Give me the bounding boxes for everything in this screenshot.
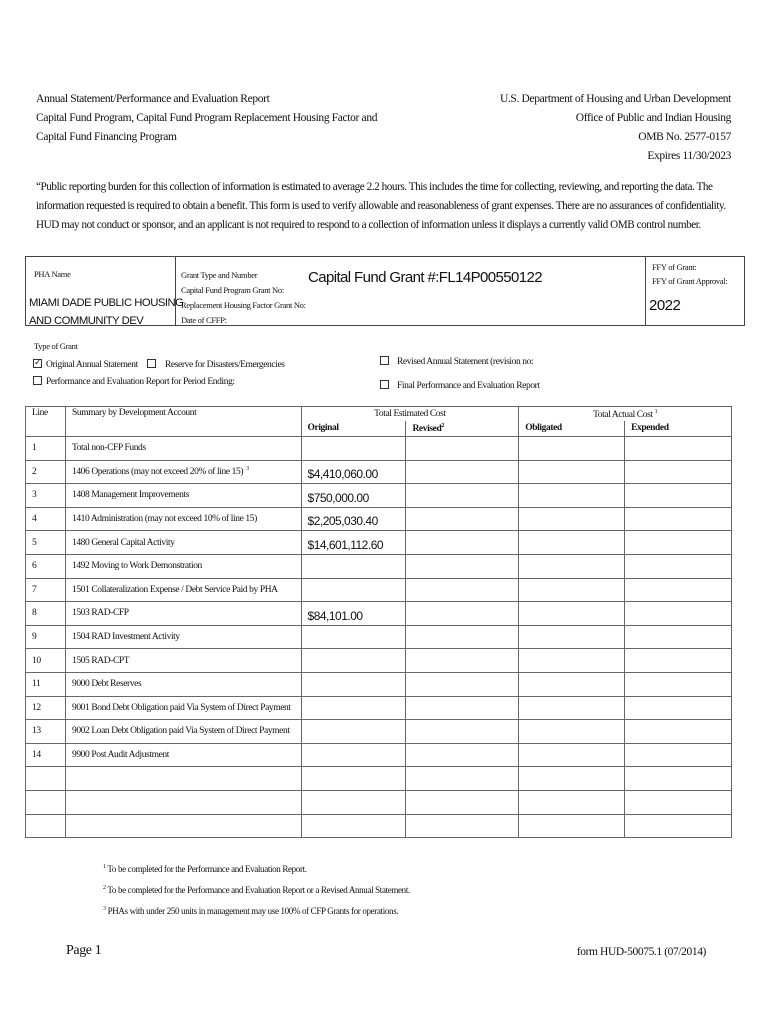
line-cell [26, 649, 66, 673]
description-cell [65, 814, 301, 838]
table-row [26, 814, 732, 838]
description-cell-text: 9000 Debt Reserves [71, 679, 142, 690]
revised-cost-cell[interactable] [406, 625, 519, 649]
line-cell-text: 9 [32, 632, 37, 643]
table-row [26, 602, 732, 626]
revised-option[interactable] [380, 357, 533, 367]
line-cell [26, 578, 66, 602]
table-row [26, 437, 732, 461]
line-cell [26, 720, 66, 744]
expended-cell[interactable] [625, 484, 732, 508]
obligated-cell[interactable] [519, 625, 625, 649]
page-number: Page 1 [66, 943, 102, 958]
rhf-grant-no-label: Replacement Housing Factor Grant No: [181, 300, 306, 310]
ffy-labels [652, 260, 727, 288]
original-checkbox[interactable]: ✓ [34, 358, 42, 369]
line-cell-text: 10 [32, 655, 41, 666]
obligated-cell[interactable] [519, 437, 625, 461]
revised-label: Revised Annual Statement (revision no: [397, 357, 534, 367]
description-cell [65, 720, 301, 744]
expended-cell[interactable] [625, 460, 732, 484]
pha-name-label: PHA Name [34, 269, 71, 279]
grant-type-label: Grant Type and Number [181, 270, 258, 280]
original-cost-cell[interactable] [301, 460, 406, 484]
description-cell-text: 1504 RAD Investment Activity [71, 632, 180, 643]
table-row [26, 554, 732, 578]
ffy-cell [646, 257, 744, 325]
expended-cell[interactable] [625, 625, 732, 649]
original-cost-cell[interactable] [301, 625, 406, 649]
title-line-1: Annual Statement/Performance and Evaluation Report [36, 93, 270, 105]
form-number: form HUD-50075.1 (07/2014) [576, 946, 706, 958]
table-row [26, 460, 732, 484]
original-cost-cell[interactable] [301, 437, 406, 461]
original-cost-cell[interactable] [301, 531, 406, 555]
expended-cell[interactable] [625, 578, 732, 602]
description-cell [65, 578, 301, 602]
table-row [26, 790, 732, 814]
line-cell-text: 8 [32, 608, 37, 619]
expended-cell[interactable] [625, 743, 732, 767]
reserve-checkbox[interactable] [147, 359, 156, 368]
original-cost-cell[interactable] [301, 767, 406, 791]
expended-cell[interactable] [625, 696, 732, 720]
line-cell-text: 11 [32, 679, 41, 690]
agency-block [500, 90, 731, 166]
revised-cost-cell[interactable] [406, 696, 519, 720]
original-cost-cell[interactable] [301, 790, 406, 814]
original-cost-cell-text: $4,410,060.00 [307, 467, 378, 482]
obligated-cell[interactable] [519, 507, 625, 531]
final-label: Final Performance and Evaluation Report [397, 381, 540, 391]
original-cost-cell-text: $14,601,112.60 [307, 537, 384, 552]
table-row [26, 625, 732, 649]
line-cell [26, 507, 66, 531]
description-cell [65, 531, 301, 555]
revised-cost-cell[interactable] [406, 790, 519, 814]
description-cell [65, 743, 301, 767]
original-cost-cell[interactable] [301, 696, 406, 720]
line-cell-text: 4 [32, 514, 37, 525]
footnote-2 [103, 879, 410, 900]
final-option[interactable] [380, 381, 540, 391]
grant-type-labels [181, 268, 306, 328]
description-cell [65, 790, 301, 814]
revised-cost-cell[interactable] [406, 507, 519, 531]
revised-header-text: Revised [412, 423, 442, 434]
line-cell-text: 6 [32, 561, 37, 572]
description-cell [65, 672, 301, 696]
obligated-cell[interactable] [519, 484, 625, 508]
table-row [26, 743, 732, 767]
original-cost-cell-text: $2,205,030.40 [307, 514, 378, 529]
footnote-3-text: PHAs with under 250 units in management may use 100% of CFP Grants for operations. [107, 906, 399, 916]
date-cffp-label: Date of CFFP: [181, 315, 227, 325]
perf-eval-checkbox[interactable] [33, 376, 42, 385]
line-cell-text: 1 [32, 443, 37, 454]
table-row [26, 649, 732, 673]
description-cell-text: 1410 Administration (may not exceed 10% of line 15) [71, 514, 257, 525]
pha-name-cell [26, 257, 184, 327]
original-cost-cell[interactable] [301, 507, 406, 531]
footnote-1 [103, 858, 410, 879]
expended-cell[interactable] [625, 720, 732, 744]
line-cell-text: 5 [32, 537, 37, 548]
grant-number-value[interactable]: Capital Fund Grant #:FL14P00550122 [308, 269, 542, 286]
description-cell [65, 767, 301, 791]
revised-cost-cell[interactable] [406, 437, 519, 461]
description-cell [65, 602, 301, 626]
total-estimated-header: Total Estimated Cost [301, 407, 519, 421]
line-cell [26, 696, 66, 720]
table-row [26, 767, 732, 791]
original-cost-cell[interactable] [301, 578, 406, 602]
pha-name-line-2: AND COMMUNITY DEV [29, 315, 144, 327]
total-actual-header [519, 407, 732, 421]
line-header: Line [26, 407, 66, 437]
line-cell [26, 743, 66, 767]
revised-cost-cell[interactable] [406, 578, 519, 602]
revised-cost-cell[interactable] [406, 767, 519, 791]
original-cost-cell[interactable] [301, 720, 406, 744]
expended-cell[interactable] [625, 767, 732, 791]
obligated-cell[interactable] [519, 554, 625, 578]
revised-cost-cell[interactable] [406, 814, 519, 838]
table-header-row-1 [26, 407, 732, 421]
perf-eval-option[interactable] [33, 377, 235, 387]
original-cost-cell[interactable] [301, 672, 406, 696]
expended-header: Expended [625, 421, 732, 437]
footnote-ref: 3 [246, 466, 249, 473]
obligated-cell[interactable] [519, 696, 625, 720]
description-cell-text: 1501 Collateralization Expense / Debt Service Paid by PHA [71, 584, 278, 595]
revised-cost-cell[interactable] [406, 531, 519, 555]
original-cost-cell[interactable] [301, 484, 406, 508]
ffy-value[interactable]: 2022 [649, 297, 681, 314]
development-account-table [25, 406, 732, 838]
footnote-3-num: 3 [103, 906, 106, 912]
description-cell [65, 460, 301, 484]
expended-cell[interactable] [625, 531, 732, 555]
line-cell [26, 625, 66, 649]
line-cell [26, 814, 66, 838]
table-row [26, 578, 732, 602]
expended-cell[interactable] [625, 554, 732, 578]
agency-line-1: U.S. Department of Housing and Urban Development [499, 93, 731, 105]
revised-header [406, 421, 519, 437]
original-cost-cell[interactable] [301, 649, 406, 673]
line-cell [26, 437, 66, 461]
table-row [26, 484, 732, 508]
obligated-cell[interactable] [519, 720, 625, 744]
description-cell-text: 1503 RAD-CFP [71, 608, 129, 619]
obligated-cell[interactable] [519, 649, 625, 673]
pha-name-value[interactable] [29, 294, 183, 330]
obligated-cell[interactable] [519, 531, 625, 555]
table-row [26, 720, 732, 744]
line-cell [26, 554, 66, 578]
original-cost-cell-text: $84,101.00 [307, 608, 363, 623]
line-cell [26, 672, 66, 696]
original-header: Original [301, 421, 406, 437]
description-cell [65, 554, 301, 578]
reserve-option[interactable] [147, 360, 285, 370]
obligated-cell[interactable] [519, 460, 625, 484]
revised-header-sup: 2 [441, 422, 444, 429]
description-cell [65, 649, 301, 673]
expended-cell[interactable] [625, 814, 732, 838]
expended-cell[interactable] [625, 672, 732, 696]
original-cost-cell[interactable] [301, 814, 406, 838]
description-cell-text: 9001 Bond Debt Obligation paid Via System of Direct Payment [71, 702, 291, 713]
revised-checkbox[interactable] [380, 356, 389, 365]
revised-cost-cell[interactable] [406, 649, 519, 673]
title-line-3: Capital Fund Financing Program [36, 131, 177, 143]
expended-cell[interactable] [625, 437, 732, 461]
ffy-grant-label: FFY of Grant: [652, 262, 697, 272]
pha-name-line-1: MIAMI DADE PUBLIC HOUSING [29, 297, 184, 309]
revised-cost-cell[interactable] [406, 720, 519, 744]
line-cell [26, 460, 66, 484]
revised-cost-cell[interactable] [406, 484, 519, 508]
original-label: Original Annual Statement [46, 360, 138, 370]
description-cell-text: 1505 RAD-CPT [71, 655, 130, 666]
reserve-label: Reserve for Disasters/Emergencies [165, 360, 285, 370]
description-cell [65, 507, 301, 531]
original-cost-cell[interactable] [301, 554, 406, 578]
grant-info-box [25, 256, 745, 326]
table-row [26, 531, 732, 555]
description-cell-text: 9900 Post Audit Adjustment [71, 750, 169, 761]
description-cell [65, 696, 301, 720]
footnotes [103, 858, 410, 921]
burden-statement: “Public reporting burden for this collection of information is estimated to average 2.2 hours. This includes the time for collecting, reviewing, and reporting the data. The information requested is required to obtain a benefit. This form is used to verify allowable and reasonableness of grant expenses. There are no assurances of confidentiality. HUD may not conduct or sponsor, and an applicant is not required to respond to a collection of information unless it displays a currently valid OMB control number. [36, 181, 726, 231]
obligated-header: Obligated [519, 421, 625, 437]
line-cell-text: 7 [32, 584, 37, 595]
type-of-grant-label: Type of Grant [34, 341, 78, 351]
table-row [26, 672, 732, 696]
obligated-cell[interactable] [519, 602, 625, 626]
original-cost-cell[interactable] [301, 602, 406, 626]
report-title [36, 90, 377, 147]
line-cell-text: 12 [32, 702, 41, 713]
table-row [26, 696, 732, 720]
expended-cell[interactable] [625, 602, 732, 626]
final-checkbox[interactable] [380, 380, 389, 389]
revised-cost-cell[interactable] [406, 554, 519, 578]
cfp-grant-no-label: Capital Fund Program Grant No: [181, 285, 284, 295]
original-cost-cell-text: $750,000.00 [307, 490, 369, 505]
obligated-cell[interactable] [519, 790, 625, 814]
footnote-1-num: 1 [103, 864, 106, 870]
description-cell-text: 1408 Management Improvements [71, 490, 189, 501]
description-cell [65, 437, 301, 461]
line-cell [26, 790, 66, 814]
total-actual-sup: 1 [654, 408, 658, 415]
expended-cell[interactable] [625, 649, 732, 673]
revised-cost-cell[interactable] [406, 743, 519, 767]
description-cell-text: 1406 Operations (may not exceed 20% of line 15) [71, 467, 244, 478]
revised-cost-cell[interactable] [406, 460, 519, 484]
line-cell-text: 3 [32, 490, 37, 501]
perf-eval-label: Performance and Evaluation Report for Period Ending: [46, 377, 235, 387]
expended-cell[interactable] [625, 790, 732, 814]
summary-header: Summary by Development Account [65, 407, 301, 437]
line-cell-text: 14 [32, 750, 41, 761]
table-row [26, 507, 732, 531]
footnote-2-num: 2 [103, 885, 106, 891]
description-cell-text: 1480 General Capital Activity [71, 537, 175, 548]
obligated-cell[interactable] [519, 743, 625, 767]
description-cell-text: 1492 Moving to Work Demonstration [71, 561, 202, 572]
line-cell-text: 13 [32, 726, 41, 737]
obligated-cell[interactable] [519, 814, 625, 838]
revised-cost-cell[interactable] [406, 602, 519, 626]
line-cell [26, 602, 66, 626]
description-cell [65, 484, 301, 508]
ffy-approval-label: FFY of Grant Approval: [652, 276, 728, 286]
expended-cell[interactable] [625, 507, 732, 531]
line-cell [26, 531, 66, 555]
description-cell [65, 625, 301, 649]
grant-type-cell [176, 257, 646, 325]
total-actual-text: Total Actual Cost [593, 409, 653, 420]
footnote-2-text: To be completed for the Performance and Evaluation Report or a Revised Annual Statement. [107, 885, 410, 895]
footnote-1-text: To be completed for the Performance and Evaluation Report. [107, 864, 307, 874]
obligated-cell[interactable] [519, 578, 625, 602]
footnote-3 [103, 900, 410, 921]
description-cell-text: Total non-CFP Funds [71, 443, 146, 454]
revised-cost-cell[interactable] [406, 672, 519, 696]
original-annual-statement-option[interactable] [33, 360, 138, 370]
line-cell [26, 767, 66, 791]
description-cell-text: 9002 Loan Debt Obligation paid Via System of Direct Payment [71, 726, 290, 737]
original-cost-cell[interactable] [301, 743, 406, 767]
agency-line-3: OMB No. 2577-0157 [638, 131, 731, 143]
line-cell-text: 2 [32, 466, 37, 477]
obligated-cell[interactable] [519, 767, 625, 791]
agency-line-4: Expires 11/30/2023 [647, 150, 731, 162]
title-line-2: Capital Fund Program, Capital Fund Program Replacement Housing Factor and [36, 112, 378, 124]
obligated-cell[interactable] [519, 672, 625, 696]
line-cell [26, 484, 66, 508]
agency-line-2: Office of Public and Indian Housing [575, 112, 731, 124]
